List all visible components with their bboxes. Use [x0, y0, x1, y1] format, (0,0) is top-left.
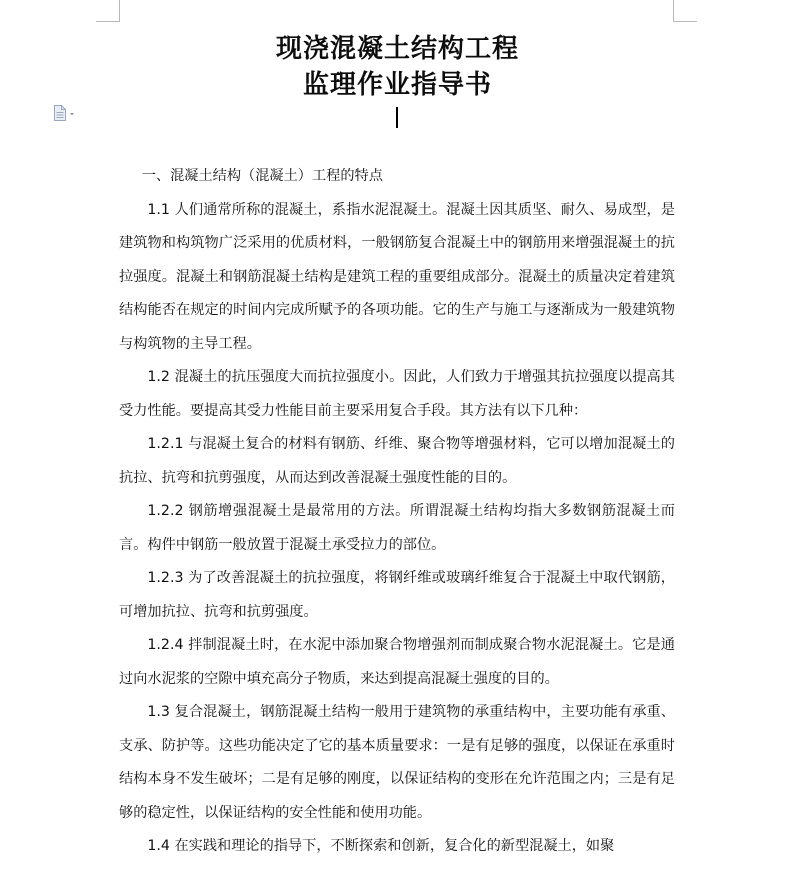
paragraph-1-2-3: 1.2.3 为了改善混凝土的抗拉强度，将钢纤维或玻璃纤维复合于混凝土中取代钢筋，可增加抗拉、抗弯和抗剪强度。: [119, 570, 675, 620]
paragraph-1-2-4: 1.2.4 拌制混凝土时，在水泥中添加聚合物增强剂而制成聚合物水泥混凝土。它是通过向水泥浆的空隙中填充高分子物质，来达到提高混凝土强度的目的。: [119, 637, 675, 687]
paragraph-1-1: 1.1 人们通常所称的混凝土，系指水泥混凝土。混凝土因其质坚、耐久、易成型，是建筑物和构筑物广泛采用的优质材料，一般钢筋复合混凝土中的钢筋用来增强混凝土的抗拉强度。混凝土和钢筋混凝土结构是建筑工程的重要组成部分。混凝土的质量决定着建筑结构能否在规定的时间内完成所赋予的各项功能。它的生产与施工与逐渐成为一般建筑物与构筑物的主导工程。: [119, 201, 675, 352]
document-title-line-1: 现浇混凝土结构工程: [275, 34, 519, 64]
paragraph-handle-document-icon[interactable]: [53, 105, 83, 123]
paragraph-1-2-2: 1.2.2 钢筋增强混凝土是最常用的方法。所谓混凝土结构均指大多数钢筋混凝土而言。构件中钢筋一般放置于混凝土承受拉力的部位。: [119, 503, 675, 553]
text-cursor: [396, 107, 398, 128]
section-heading: 一、混凝土结构（混凝土）工程的特点: [141, 168, 383, 184]
paragraph-1-2: 1.2 混凝土的抗压强度大而抗拉强度小。因此，人们致力于增强其抗拉强度以提高其受力性能。要提高其受力性能目前主要采用复合手段。其方法有以下几种：: [119, 369, 675, 419]
page-corner-mark-top-left: [96, 0, 120, 22]
paragraph-1-2-1: 1.2.1 与混凝土复合的材料有钢筋、纤维、聚合物等增强材料，它可以增加混凝土的抗拉、抗弯和抗剪强度，从而达到改善混凝土强度性能的目的。: [119, 436, 675, 486]
paragraph-1-4: 1.4 在实践和理论的指导下，不断探索和创新，复合化的新型混凝土，如聚: [147, 838, 615, 854]
paragraph-1-3: 1.3 复合混凝土，钢筋混凝土结构一般用于建筑物的承重结构中，主要功能有承重、支承、防护等。这些功能决定了它的基本质量要求：一是有足够的强度，以保证在承重时结构本身不发生破坏；二是有足够的刚度，以保证结构的变形在允许范围之内；三是有足够的稳定性，以保证结构的安全性能和使用功能。: [119, 704, 675, 821]
page-corner-mark-top-right: [673, 0, 697, 22]
document-body[interactable]: [119, 160, 675, 864]
document-title-line-2: 监理作业指导书: [302, 70, 492, 100]
